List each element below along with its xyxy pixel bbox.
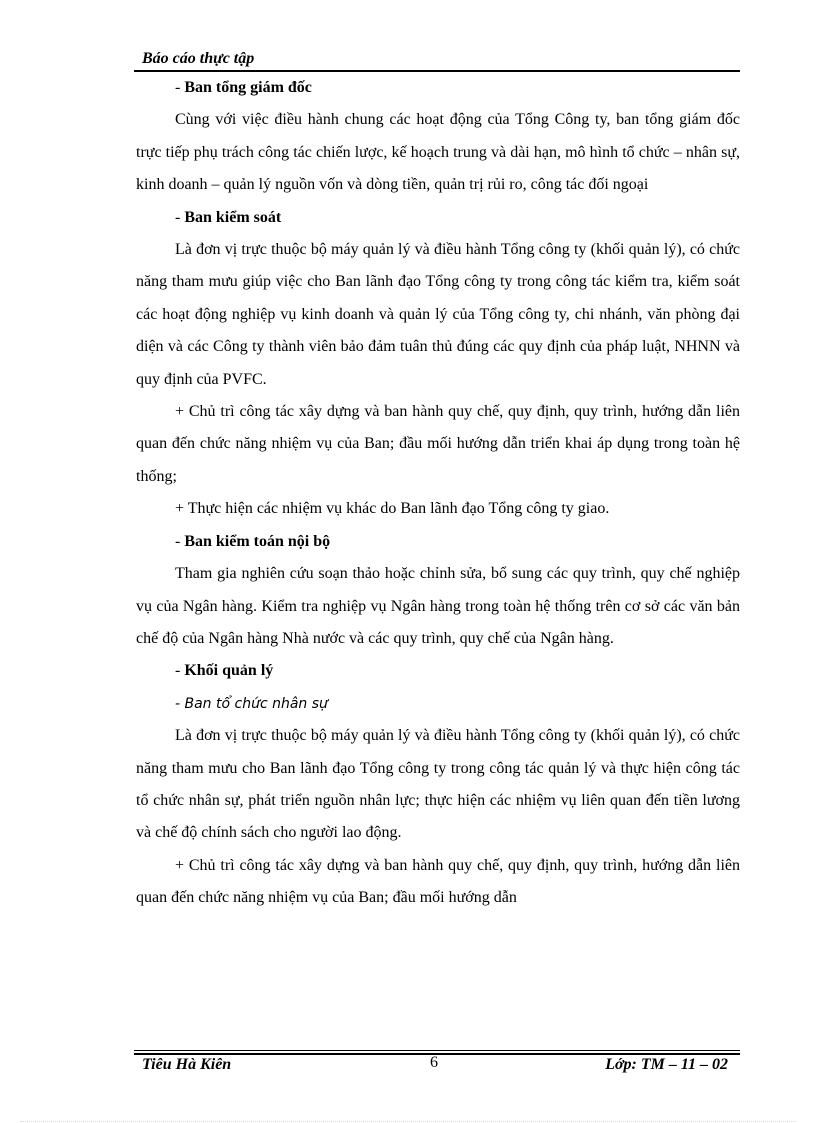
heading-text: Ban kiểm soát [184, 208, 282, 226]
section-heading-internal-audit [136, 526, 740, 558]
footer-author: Tiêu Hà Kiên [142, 1056, 232, 1073]
paragraph: Cùng với việc điều hành chung các hoạt động của Tổng Công ty, ban tổng giám đốc trực tiếp phụ trách công tác chiến lược, kế hoạch trung và dài hạn, mô hình tổ chức – nhân sự, kinh doanh – quản lý nguồn vốn và dòng tiền, quản trị rủi ro, công tác đối ngoại [136, 111, 740, 194]
heading-dash: - [175, 208, 185, 226]
section-heading-management-block [136, 655, 740, 687]
page-edge [20, 1121, 796, 1122]
section-heading-board-of-directors [136, 72, 740, 104]
paragraph: Tham gia nghiên cứu soạn thảo hoặc chỉnh sửa, bổ sung các quy trình, quy chế nghiệp vụ của Ngân hàng. Kiểm tra nghiệp vụ Ngân hàng trong toàn hệ thống trên cơ sở các văn bản chế độ của Ngân hàng Nhà nước và các quy trình, quy chế của Ngân hàng. [136, 565, 740, 647]
paragraph: + Thực hiện các nhiệm vụ khác do Ban lãnh đạo Tổng công ty giao. [175, 500, 610, 518]
heading-dash: - [175, 662, 185, 680]
section-heading-supervisory-board [136, 202, 740, 234]
heading-dash: - [175, 79, 185, 96]
heading-text: Ban tổng giám đốc [184, 79, 312, 96]
paragraph: + Chủ trì công tác xây dựng và ban hành quy chế, quy định, quy trình, hướng dẫn liên quan đến chức năng nhiệm vụ của Ban; đầu mối hướng dẫn triển khai áp dụng trong toàn hệ thống; [136, 403, 740, 485]
header-title: Báo cáo thực tập [142, 50, 255, 67]
paragraph: Là đơn vị trực thuộc bộ máy quản lý và điều hành Tổng công ty (khối quản lý), có chức năng tham mưu giúp việc cho Ban lãnh đạo Tổng công ty trong công tác kiểm tra, kiểm soát các hoạt động nghiệp vụ kinh doanh và quản lý của Tổng công ty, chi nhánh, văn phòng đại diện và các Công ty thành viên bảo đảm tuân thủ đúng các quy định của pháp luật, NHNN và quy định của PVFC. [136, 241, 740, 388]
subheading-hr-board [136, 688, 740, 720]
paragraph: Là đơn vị trực thuộc bộ máy quản lý và điều hành Tổng công ty (khối quản lý), có chức năng tham mưu cho Ban lãnh đạo Tổng công ty trong công tác quản lý và thực hiện công tác tổ chức nhân sự, phát triển nguồn nhân lực; thực hiện các nhiệm vụ liên quan đến tiền lương và chế độ chính sách cho người lao động. [136, 727, 740, 842]
heading-dash: - [175, 532, 185, 550]
subheading-text: - Ban tổ chức nhân sự [175, 695, 328, 712]
heading-text: Khối quản lý [184, 662, 274, 680]
footer-class: Lớp: TM – 11 – 02 [605, 1056, 728, 1073]
heading-text: Ban kiểm toán nội bộ [184, 532, 331, 550]
paragraph: + Chủ trì công tác xây dựng và ban hành quy chế, quy định, quy trình, hướng dẫn liên quan đến chức năng nhiệm vụ của Ban; đầu mối hướng dẫn [136, 856, 740, 907]
footer-rule [134, 1050, 740, 1051]
page-number: 6 [430, 1054, 438, 1071]
document-body [136, 72, 740, 915]
